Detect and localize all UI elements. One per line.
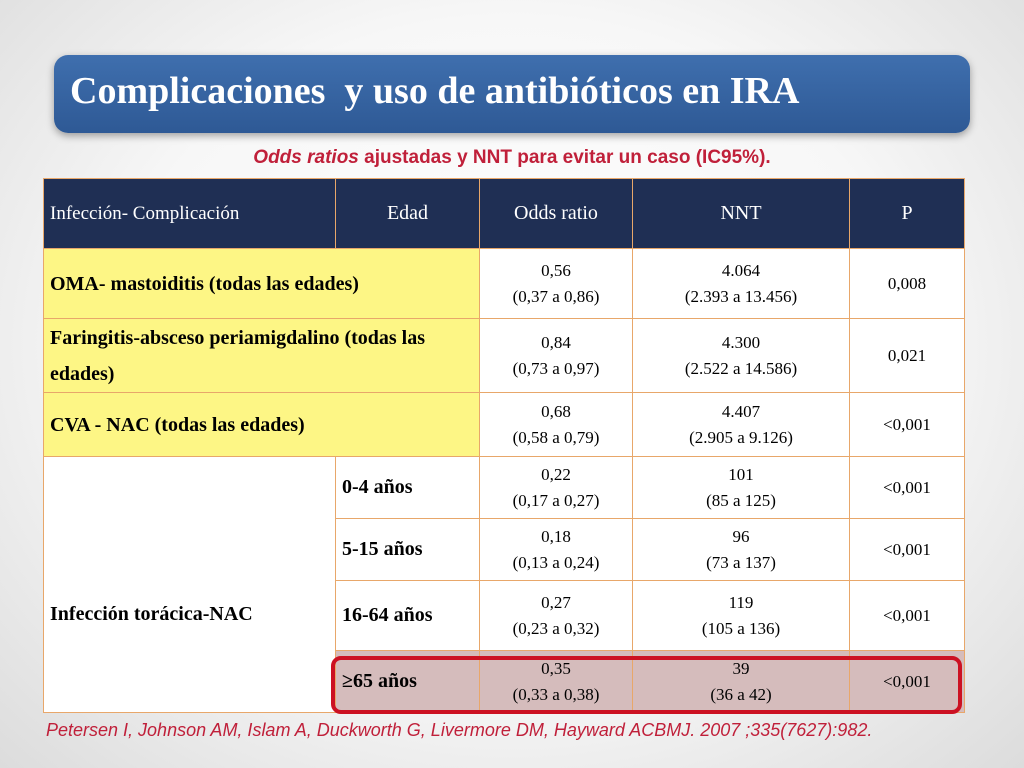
nnt-cell (633, 393, 850, 457)
table-row (44, 393, 965, 457)
or-cell (480, 581, 633, 651)
or-value: 0,27 (541, 592, 571, 612)
nnt-value: 39 (732, 658, 750, 678)
age-cell: ≥65 años (336, 651, 480, 713)
highlight-box (331, 656, 962, 714)
or-ci: (0,33 a 0,38) (512, 684, 600, 704)
header-age: Edad (336, 179, 480, 249)
table-header-row (44, 179, 965, 249)
nnt-value: 101 (728, 464, 754, 484)
or-value: 0,56 (541, 260, 571, 280)
table-row (44, 319, 965, 393)
nnt-cell (633, 319, 850, 393)
or-ci: (0,23 a 0,32) (512, 618, 600, 638)
nnt-cell (633, 581, 850, 651)
nnt-ci: (2.905 a 9.126) (689, 427, 793, 447)
slide-title: Complicaciones y uso de antibióticos en IRA (70, 70, 800, 112)
slide-subtitle (0, 147, 1024, 169)
p-cell: <0,001 (850, 457, 965, 519)
nnt-ci: (2.522 a 14.586) (684, 358, 798, 378)
nnt-cell (633, 519, 850, 581)
or-value: 0,22 (541, 464, 571, 484)
or-value: 0,84 (541, 332, 571, 352)
p-cell: 0,008 (850, 249, 965, 319)
nnt-value: 96 (732, 526, 750, 546)
or-value: 0,68 (541, 401, 571, 421)
nnt-ci: (85 a 125) (706, 490, 776, 510)
infection-cell: Faringitis-absceso periamigdalino (todas las edades) (44, 319, 480, 393)
or-value: 0,18 (541, 526, 571, 546)
torax-infection-cell: Infección torácica-NAC (44, 457, 336, 713)
or-cell (480, 249, 633, 319)
p-cell: <0,001 (850, 393, 965, 457)
nnt-value: 4.064 (721, 260, 761, 280)
nnt-value: 4.300 (721, 332, 761, 352)
p-cell: 0,021 (850, 319, 965, 393)
table-row (44, 457, 965, 519)
results-table (43, 178, 965, 713)
or-value: 0,35 (541, 658, 571, 678)
nnt-ci: (73 a 137) (706, 552, 776, 572)
title-banner (54, 55, 970, 133)
age-cell: 5-15 años (336, 519, 480, 581)
nnt-ci: (105 a 136) (701, 618, 781, 638)
or-cell (480, 319, 633, 393)
or-ci: (0,17 a 0,27) (512, 490, 600, 510)
age-cell: 0-4 años (336, 457, 480, 519)
citation: Petersen I, Johnson AM, Islam A, Duckworth G, Livermore DM, Hayward ACBMJ. 2007 ;335(7627):982. (46, 720, 873, 740)
infection-cell: CVA - NAC (todas las edades) (44, 393, 480, 457)
subtitle-rest: ajustadas y NNT para evitar un caso (IC95%). (358, 147, 771, 168)
header-odds-ratio: Odds ratio (480, 179, 633, 249)
or-cell (480, 393, 633, 457)
nnt-ci: (36 a 42) (710, 684, 772, 704)
or-ci: (0,58 a 0,79) (512, 427, 600, 447)
or-cell (480, 457, 633, 519)
p-cell: <0,001 (850, 581, 965, 651)
nnt-cell (633, 457, 850, 519)
p-cell: <0,001 (850, 519, 965, 581)
nnt-cell (633, 249, 850, 319)
nnt-ci: (2.393 a 13.456) (684, 286, 798, 306)
subtitle-italic: Odds ratios (253, 147, 359, 168)
nnt-value: 119 (728, 592, 754, 612)
age-cell: 16-64 años (336, 581, 480, 651)
header-nnt: NNT (633, 179, 850, 249)
nnt-value: 4.407 (721, 401, 761, 421)
or-ci: (0,37 a 0,86) (512, 286, 600, 306)
or-ci: (0,13 a 0,24) (512, 552, 600, 572)
p-cell: <0,001 (850, 651, 965, 713)
header-p: P (850, 179, 965, 249)
or-ci: (0,73 a 0,97) (512, 358, 600, 378)
infection-cell: OMA- mastoiditis (todas las edades) (44, 249, 480, 319)
table-row (44, 249, 965, 319)
header-infection: Infección- Complicación (44, 179, 336, 249)
or-cell (480, 519, 633, 581)
